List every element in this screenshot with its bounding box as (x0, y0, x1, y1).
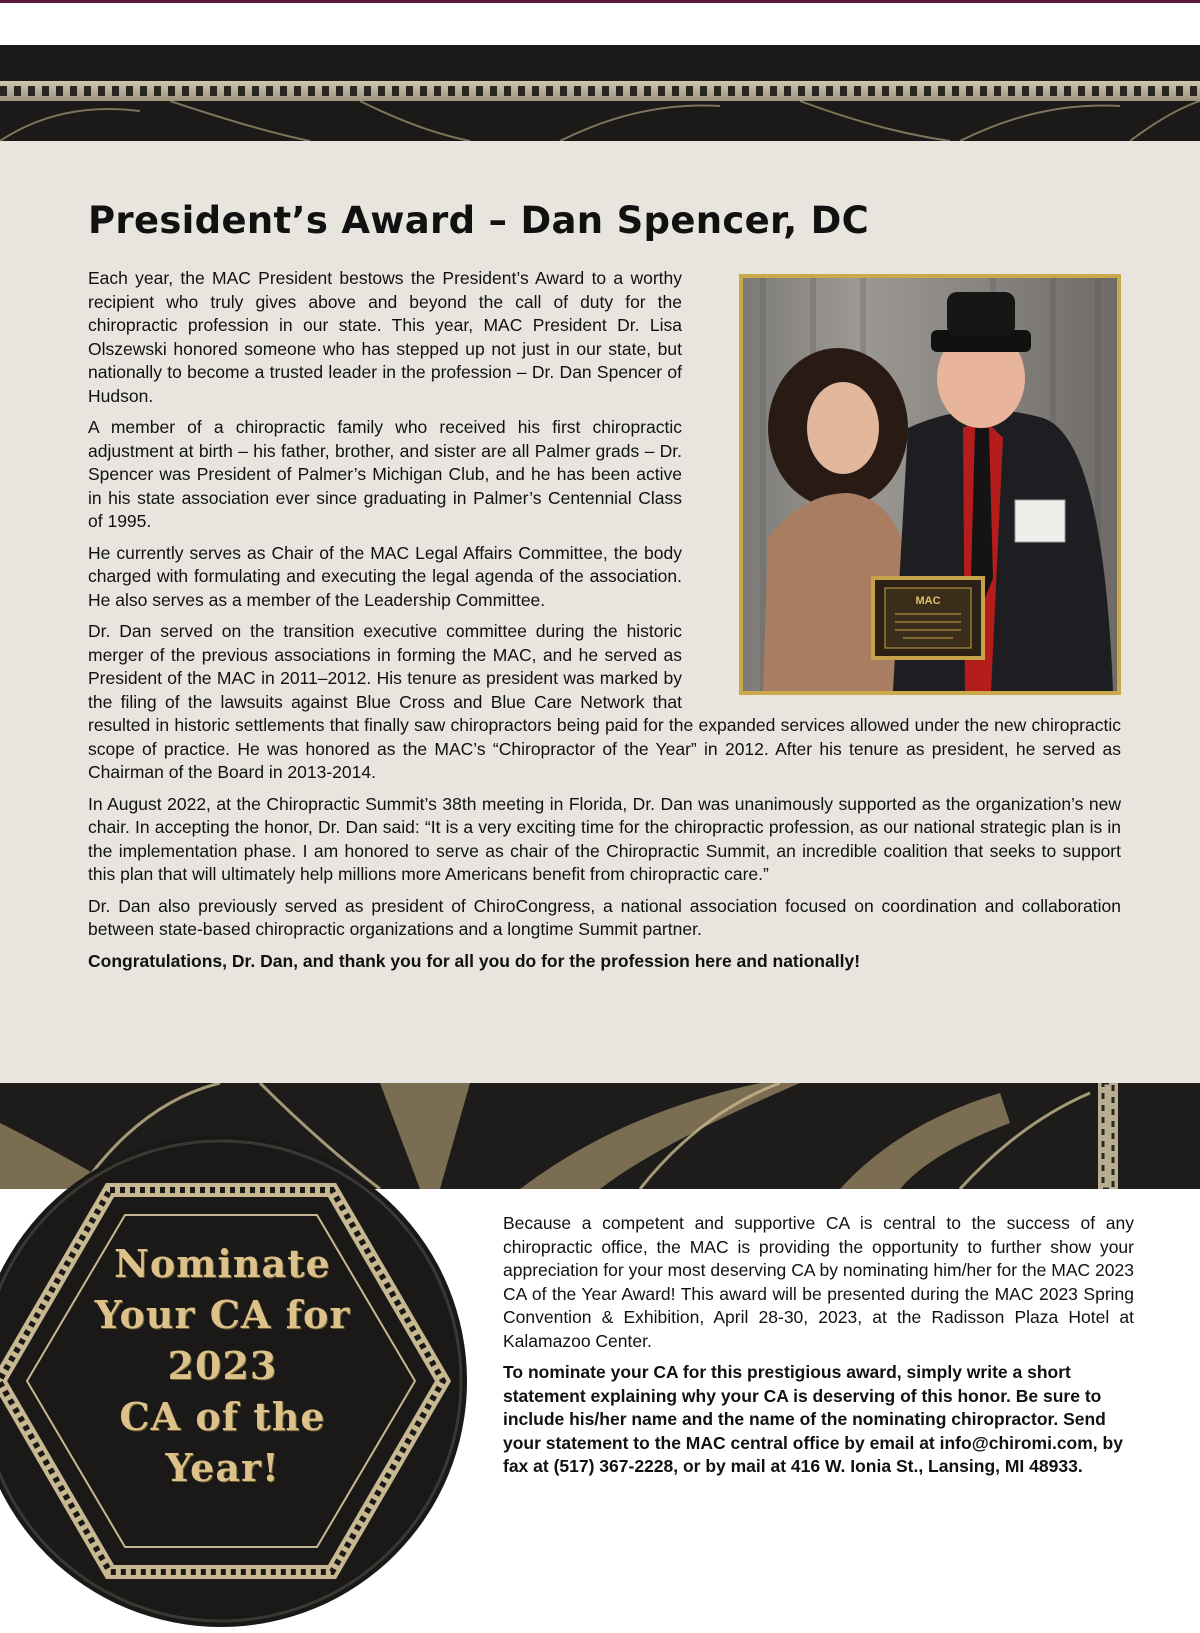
article-paragraph: Dr. Dan served on the transition executive committee during the historic merger of the previous associations in forming the MAC, and he served as President of the MAC in 2011–2012. His tenure as president was marked by the filing of the lawsuits against Blue Cross and Blue Care Network that resulted in historic settlements that finally saw chiropractors being paid for the expanded services allowed under the new chiropractic scope of practice. He was honored as the MAC’s “Chiropractor of the Year” in 2012. After his tenure as president, he served as Chairman of the Board in 2013-2014. (88, 621, 1121, 782)
nomination-title-line: Your CA for (94, 1292, 351, 1337)
article-paragraph: A member of a chiropractic family who received his first chiropractic adjustment at birth – his father, brother, and sister are all Palmer grads – Dr. Spencer was President of Palmer’s Michigan Club, and he has been active in his state association ever since graduating in Palmer’s Centennial Class of 1995. (88, 417, 682, 531)
nomination-instructions: To nominate your CA for this prestigious award, simply write a short statement explaining why your CA is deserving of this honor. Be sure to include his/her name and the name of the nominating chiropractor. Send your statement to the MAC central office by email at info@chiromi.com, by fax at (517) 367-2228, or by mail at 416 W. Ionia St., Lansing, MI 48933. (503, 1362, 1123, 1476)
nomination-title-line: CA of the (119, 1394, 326, 1439)
article-paragraph: Each year, the MAC President bestows the President’s Award to a worthy recipient who truly gives above and beyond the call of duty for the chiropractic profession in our state. This year, MAC President Dr. Lisa Olszewski honored someone who has stepped up not just in our state, but nationally to become a trusted leader in the profession – Dr. Dan Spencer of Hudson. (88, 268, 682, 406)
deco-arcs (0, 101, 1200, 141)
nomination-intro: Because a competent and supportive CA is central to the success of any chiropractic office, the MAC is providing the opportunity to further show your appreciation for your most deserving CA by nominating him/her for the MAC 2023 CA of the Year Award! This award will be presented during the MAC 2023 Spring Convention & Exhibition, April 28-30, 2023, at the Radisson Plaza Hotel at Kalamazoo Center. (503, 1213, 1134, 1351)
article-panel (0, 141, 1200, 1083)
award-photo (743, 278, 1117, 691)
plaque-logo: MAC (915, 595, 941, 607)
award-photo-illustration (743, 278, 1117, 691)
nomination-title (60, 1238, 385, 1493)
nomination-text (503, 1212, 1134, 1487)
article-paragraph: In August 2022, at the Chiropractic Summit’s 38th meeting in Florida, Dr. Dan was unanimously supported as the organization’s new chair. In accepting the honor, Dr. Dan said: “It is a very exciting time for the chiropractic profession, as our national strategic plan is in the implementation phase. I am honored to serve as chair of the Chiropractic Summit, an incredible coalition that seeks to support this plan that will ultimately help millions more Americans benefit from chiropractic care.” (88, 793, 1121, 884)
award-photo-frame (739, 274, 1121, 695)
nomination-title-line: Year! (165, 1445, 280, 1490)
article-paragraph: Dr. Dan also previously served as president of ChiroCongress, a national association focused on coordination and collaboration between state-based chiropractic organizations and a longtime Summit partner. (88, 895, 1121, 939)
nomination-title-line: 2023 (167, 1343, 278, 1388)
top-rule (0, 0, 1200, 3)
nomination-title-line: Nominate (114, 1241, 331, 1286)
article-title: President’s Award – Dan Spencer, DC (88, 199, 870, 242)
article-closing: Congratulations, Dr. Dan, and thank you for all you do for the profession here and nationally! (88, 950, 861, 971)
article-paragraph: He currently serves as Chair of the MAC Legal Affairs Committee, the body charged with formulating and executing the legal agenda of the association. He also serves as a member of the Leadership Committee. (88, 542, 682, 610)
decorative-header-band (0, 45, 1200, 141)
film-strip (0, 81, 1200, 101)
